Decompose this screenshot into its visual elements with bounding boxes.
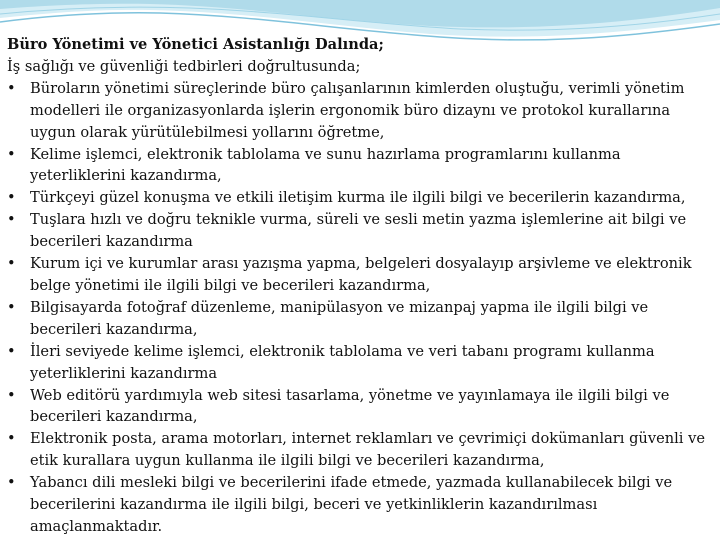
list-item — [7, 472, 713, 538]
list-item — [7, 187, 713, 209]
list-item-text: Yabancı dili mesleki bilgi ve becerilerini ifade etmede, yazmada kullanabilecek bilgi ve becerilerini kazandırma ile ilgili bilgi, beceri ve yetkinliklerin kazandırılması amaçlanmaktadır. — [30, 474, 673, 535]
bullet-marker: • — [7, 430, 16, 448]
document-body — [7, 34, 713, 538]
list-item-text: Tuşlara hızlı ve doğru teknikle vurma, süreli ve sesli metin yazma işlemlerine ait bilgi ve becerileri kazandırma — [30, 211, 687, 251]
list-item-text: Kelime işlemci, elektronik tablolama ve sunu hazırlama programlarını kullanma yeterliklerini kazandırma, — [30, 145, 621, 185]
list-item-text: Kurum içi ve kurumlar arası yazışma yapma, belgeleri dosyalayıp arşivleme ve elektronik belge yönetimi ile ilgili bilgi ve becerileri kazandırma, — [30, 255, 692, 294]
bullet-marker: • — [7, 211, 16, 229]
list-item — [7, 341, 713, 385]
bullet-marker: • — [7, 255, 16, 273]
bullet-marker: • — [7, 342, 16, 360]
bullet-marker: • — [7, 298, 16, 316]
list-item — [7, 144, 713, 188]
bullet-marker: • — [7, 145, 16, 163]
bullet-marker: • — [7, 189, 16, 207]
list-item — [7, 428, 713, 472]
list-item — [7, 385, 713, 429]
objectives-list — [7, 78, 713, 538]
list-item-text: İleri seviyede kelime işlemci, elektronik tablolama ve veri tabanı programı kullanma yeterliklerini kazandırma — [30, 342, 655, 382]
list-item — [7, 253, 713, 297]
list-item — [7, 78, 713, 144]
list-item-text: Büroların yönetimi süreçlerinde büro çalışanlarının kimlerden oluştuğu, verimli yönetim modelleri ile organizasyonlarda işlerin ergonomik büro dizaynı ve protokol kurallarına uygun olarak yürütülebilmesi yollarını öğretme, — [30, 79, 685, 141]
list-item-text: Bilgisayarda fotoğraf düzenleme, manipülasyon ve mizanpaj yapma ile ilgili bilgi ve becerileri kazandırma, — [30, 298, 649, 338]
list-item-text: Türkçeyi güzel konuşma ve etkili iletişim kurma ile ilgili bilgi ve becerilerin kazandırma, — [30, 189, 686, 207]
document-heading: Büro Yönetimi ve Yönetici Asistanlığı Dalında; — [7, 36, 384, 53]
intro-line: İş sağlığı ve güvenliği tedbirleri doğrultusunda; — [7, 57, 361, 75]
bullet-marker: • — [7, 79, 16, 97]
list-item — [7, 209, 713, 253]
bullet-marker: • — [7, 386, 16, 404]
bullet-marker: • — [7, 474, 16, 492]
list-item-text: Web editörü yardımıyla web sitesi tasarlama, yönetme ve yayınlamaya ile ilgili bilgi ve becerileri kazandırma, — [30, 386, 670, 426]
list-item-text: Elektronik posta, arama motorları, internet reklamları ve çevrimiçi dokümanları güvenli ve etik kurallara uygun kullanma ile ilgili bilgi ve becerileri kazandırma, — [30, 430, 705, 470]
list-item — [7, 297, 713, 341]
